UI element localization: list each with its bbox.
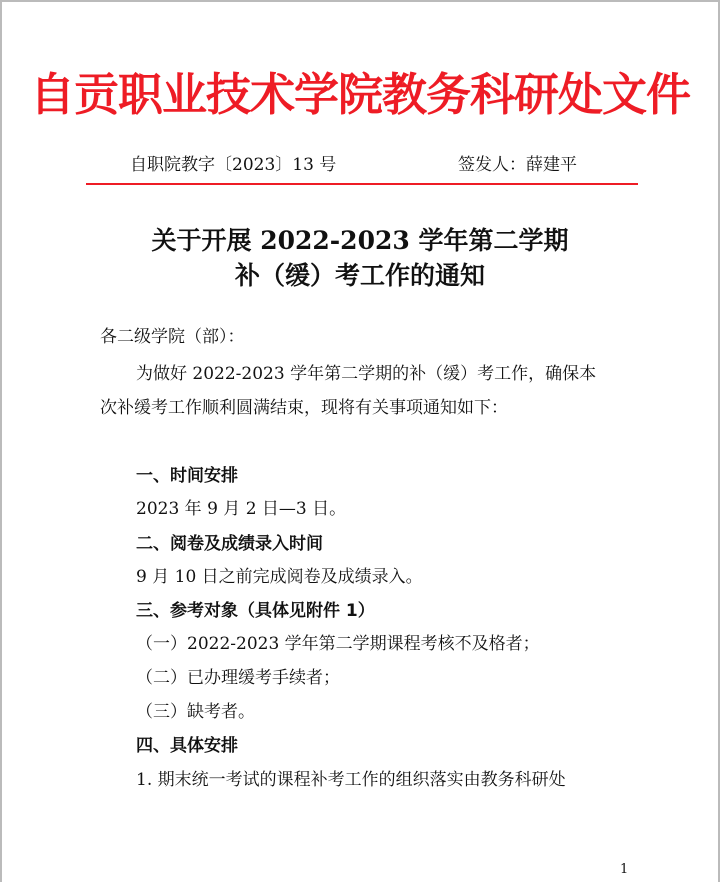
salutation: 各二级学院（部）： xyxy=(100,327,245,347)
section-heading-participants: 三、参考对象（具体见附件 1） xyxy=(136,601,375,621)
list-item: 1. 期末统一考试的课程补考工作的组织落实由教务科研处 xyxy=(136,770,566,790)
section-heading-time: 一、时间安排 xyxy=(136,466,238,486)
intro-paragraph-line1: 为做好 2022-2023 学年第二学期的补（缓）考工作，确保本 xyxy=(136,364,597,384)
list-item: （三）缺考者。 xyxy=(136,702,255,722)
intro-paragraph-line2: 次补缓考工作顺利圆满结束，现将有关事项通知如下： xyxy=(100,398,508,418)
page-border xyxy=(0,0,2,882)
list-item: （二）已办理缓考手续者； xyxy=(136,668,340,688)
page-number: 1 xyxy=(620,862,629,877)
list-item: （一）2022-2023 学年第二学期课程考核不及格者； xyxy=(136,634,540,654)
section-heading-grading: 二、阅卷及成绩录入时间 xyxy=(136,534,323,554)
section-text-time: 2023 年 9 月 2 日—3 日。 xyxy=(136,499,347,519)
section-heading-arrangement: 四、具体安排 xyxy=(136,736,238,756)
document-number: 自职院教字〔2023〕13 号 xyxy=(130,155,337,175)
notice-title-line1: 关于开展 2022-2023 学年第二学期 xyxy=(151,226,569,255)
issuer-signature: 签发人：薛建平 xyxy=(458,155,577,175)
red-divider xyxy=(86,183,638,185)
section-text-grading: 9 月 10 日之前完成阅卷及成绩录入。 xyxy=(136,567,423,587)
notice-title-line2: 补（缓）考工作的通知 xyxy=(234,261,485,290)
page-border xyxy=(0,0,720,2)
document-masthead: 自贡职业技术学院教务科研处文件 xyxy=(29,68,690,121)
